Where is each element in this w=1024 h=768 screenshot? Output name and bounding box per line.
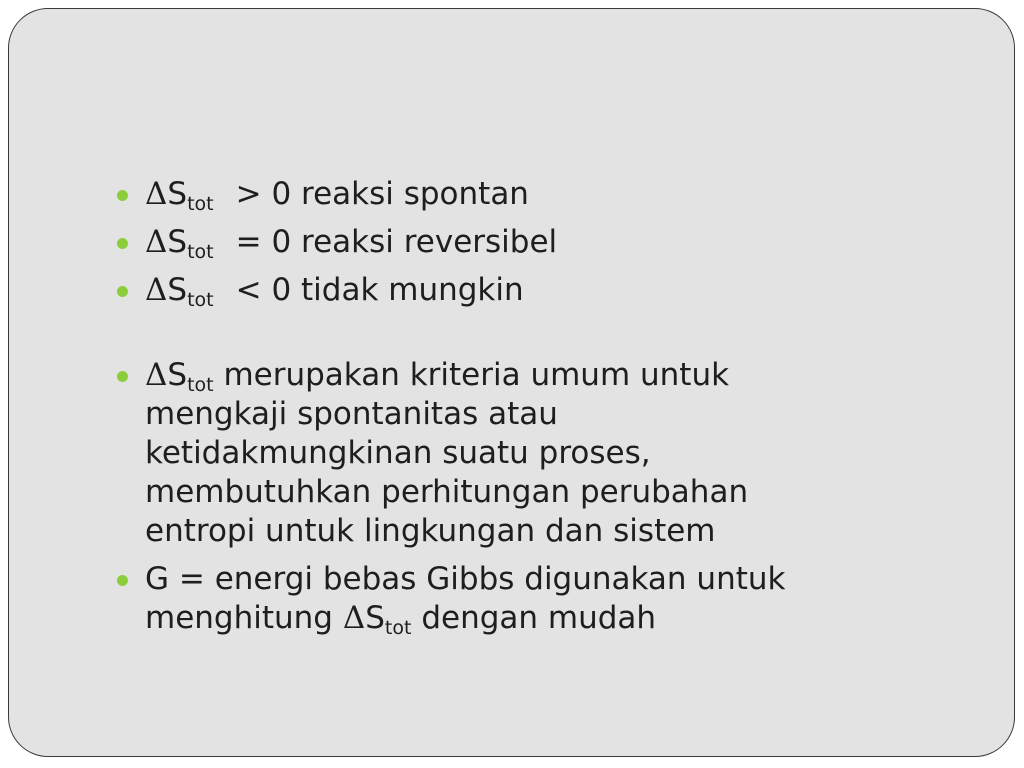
entropy-symbol: S — [167, 224, 188, 260]
delta-symbol: Δ — [342, 600, 366, 636]
bullet-item-spontaneous — [117, 175, 917, 214]
entropy-subscript: tot — [187, 289, 214, 311]
paragraph-line — [145, 356, 917, 395]
paragraph-line: ketidakmungkinan suatu proses, — [145, 435, 651, 471]
delta-symbol: Δ — [145, 272, 168, 308]
paragraph-text: dengan mudah — [421, 600, 657, 636]
paragraph-text: merupakan kriteria umum untuk — [223, 357, 730, 393]
paragraph-line: G = energi bebas Gibbs digunakan untuk — [145, 561, 786, 597]
bullet-text: < 0 tidak mungkin — [235, 272, 524, 308]
bullet-dot-icon — [117, 190, 128, 201]
bullet-text: = 0 reaksi reversibel — [235, 224, 558, 260]
bullet-dot-icon — [117, 238, 128, 249]
delta-symbol: Δ — [145, 176, 168, 212]
entropy-subscript: tot — [187, 193, 214, 215]
bullet-item-reversible — [117, 223, 917, 262]
slide-content — [117, 175, 917, 647]
entropy-subscript: tot — [384, 617, 412, 639]
paragraph-text: menghitung — [145, 600, 333, 636]
paragraph-line — [145, 599, 917, 638]
bullet-item-criterion — [117, 356, 917, 551]
slide — [8, 8, 1015, 757]
paragraph-line: membutuhkan perhitungan perubahan — [145, 474, 749, 510]
bullet-text: > 0 reaksi spontan — [235, 176, 529, 212]
entropy-symbol: S — [365, 600, 385, 636]
bullet-dot-icon — [117, 286, 128, 297]
entropy-subscript: tot — [187, 374, 214, 396]
paragraph-line: entropi untuk lingkungan dan sistem — [145, 513, 716, 549]
bullet-dot-icon — [117, 371, 128, 382]
bullet-item-impossible — [117, 271, 917, 310]
entropy-subscript: tot — [187, 241, 214, 263]
bullet-item-gibbs — [117, 560, 917, 638]
entropy-symbol: S — [167, 176, 188, 212]
delta-symbol: Δ — [145, 224, 168, 260]
entropy-symbol: S — [167, 272, 188, 308]
bullet-list — [117, 175, 917, 638]
bullet-dot-icon — [117, 575, 128, 586]
paragraph-line: mengkaji spontanitas atau — [145, 396, 558, 432]
delta-symbol: Δ — [145, 357, 168, 393]
entropy-symbol: S — [167, 357, 188, 393]
